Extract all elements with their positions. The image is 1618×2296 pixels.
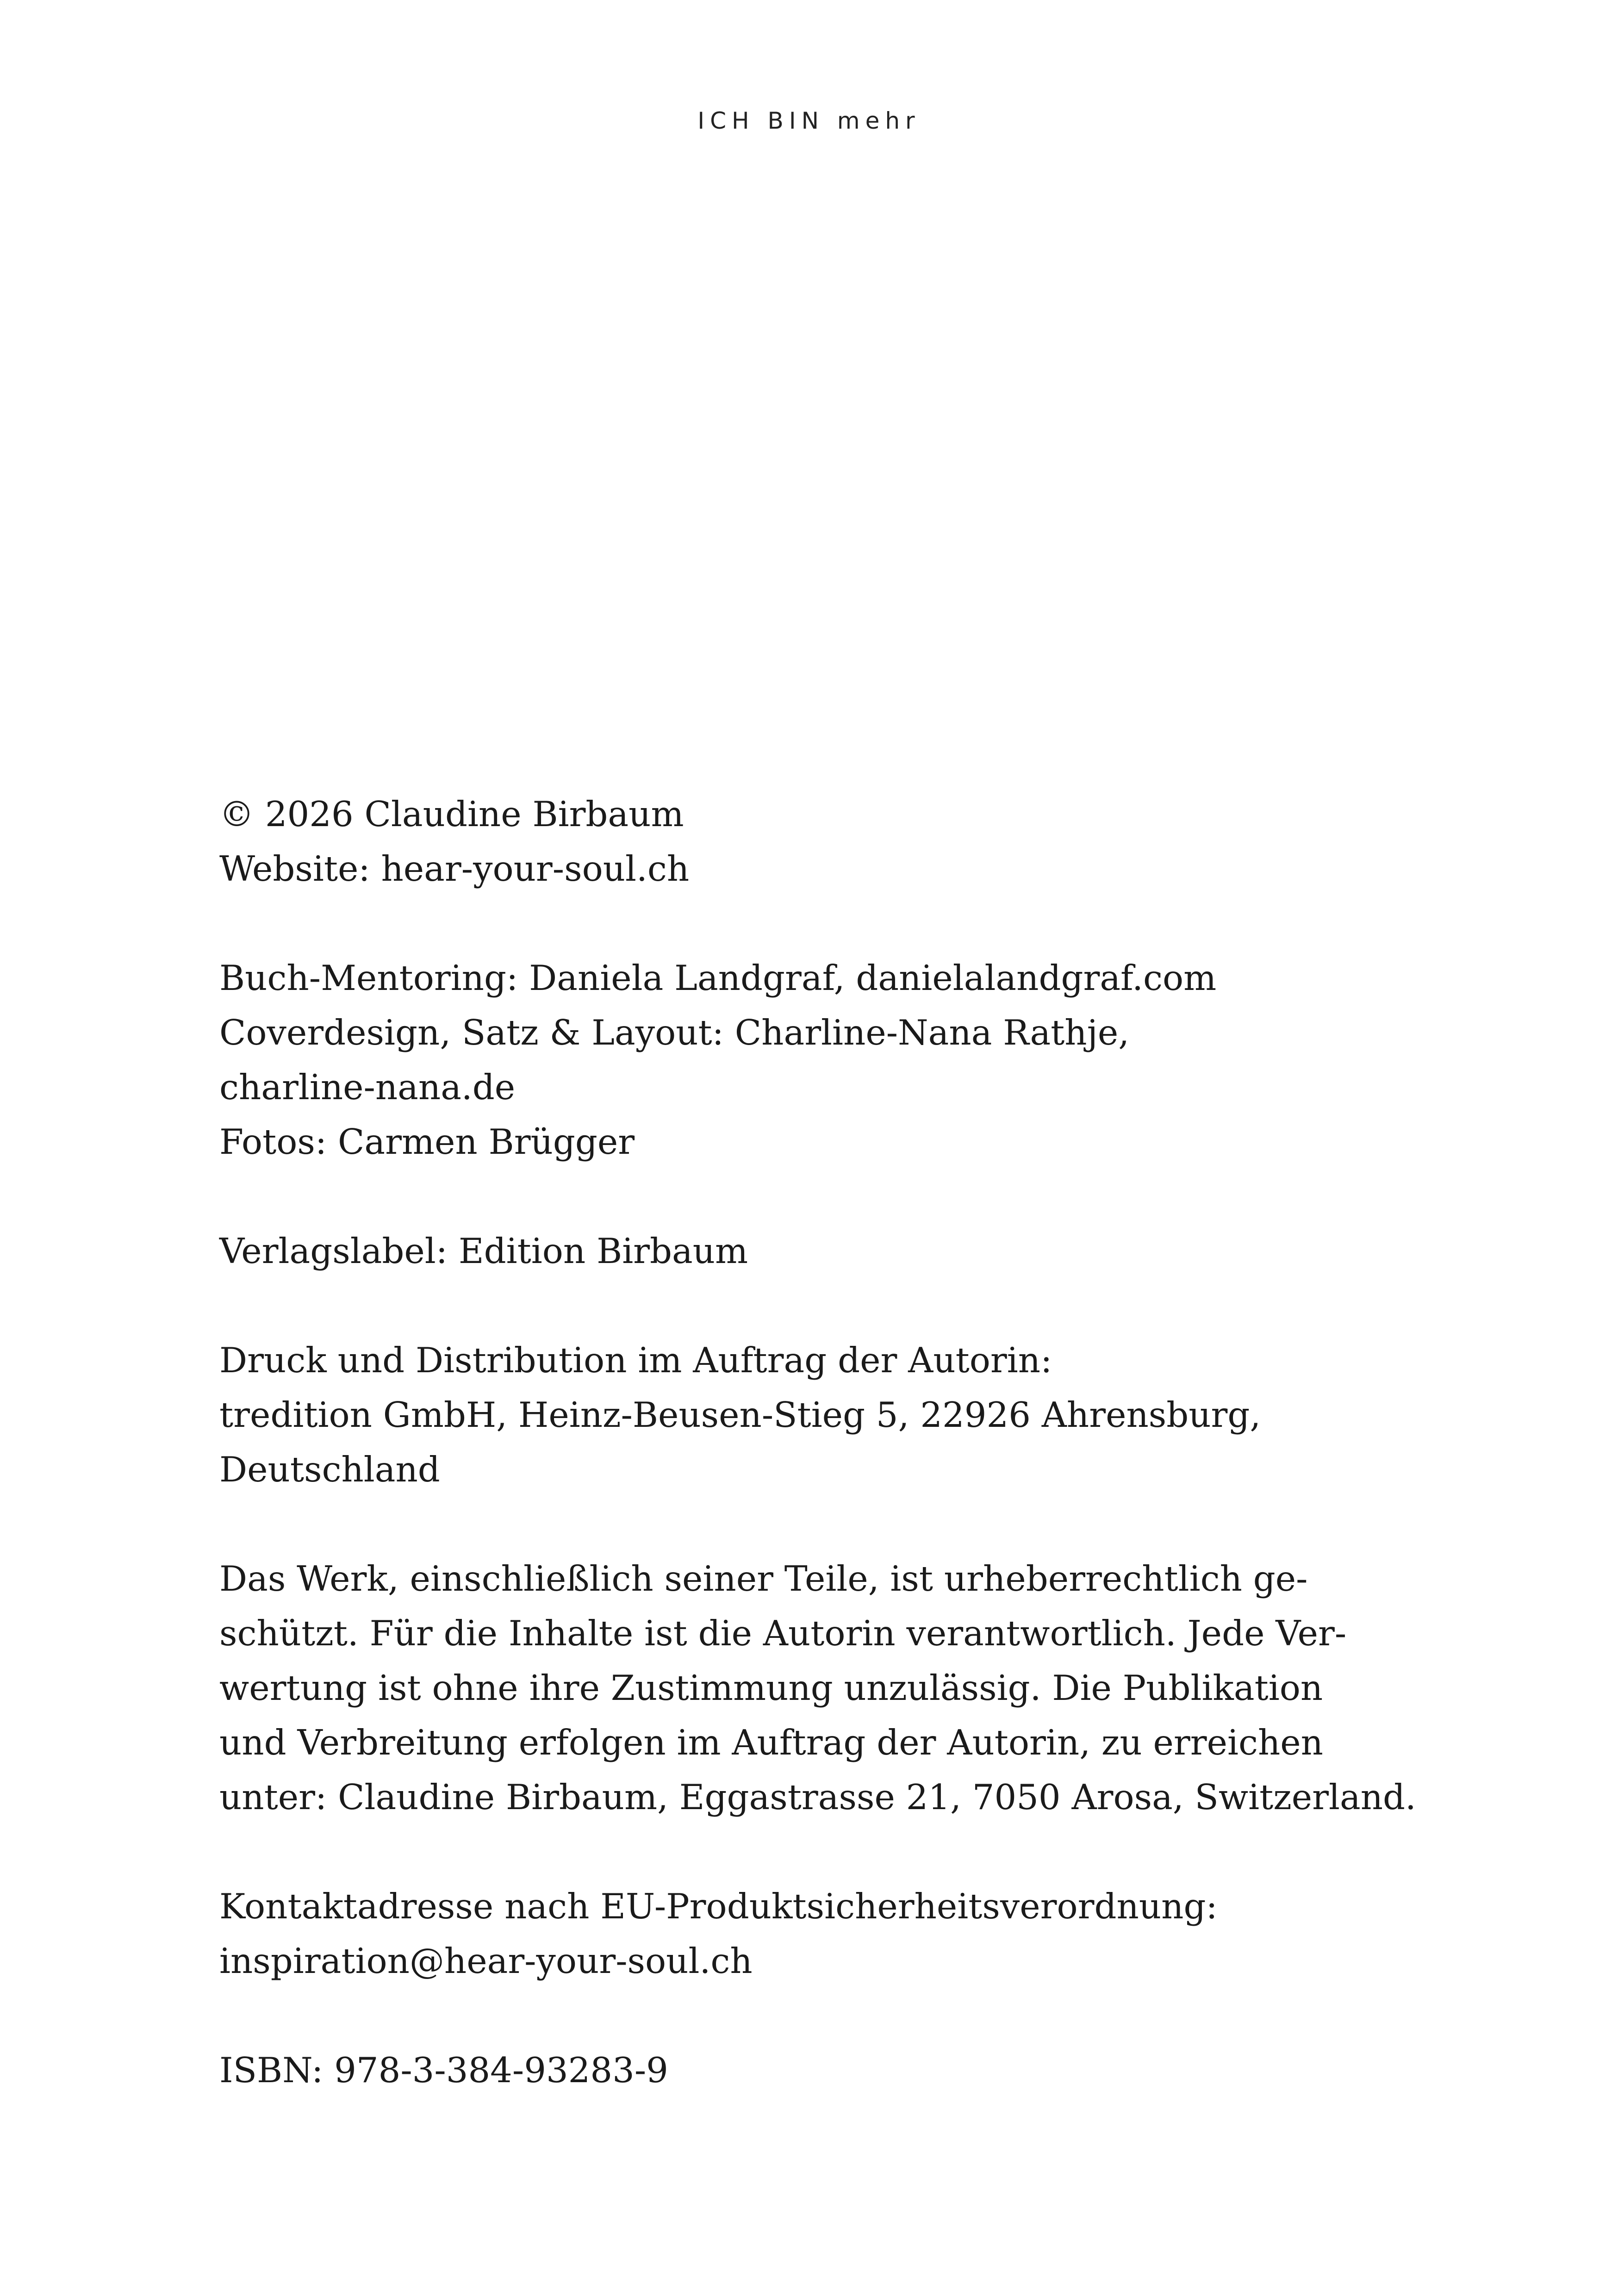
legal-notice-block [219,1551,1469,1824]
distribution-line: Deutschland [219,1449,440,1490]
legal-notice-line: schützt. Für die Inhalte ist die Autorin verantwortlich. Jede Ver- [219,1613,1347,1654]
credits-block [219,951,1469,1169]
photos-line: Fotos: Carmen Brügger [219,1121,635,1162]
label-block [219,1224,1469,1278]
contact-block [219,1879,1469,1988]
legal-notice-line: und Verbreitung erfolgen im Auftrag der Autorin, zu erreichen [219,1722,1323,1763]
imprint-text [219,787,1469,2152]
running-header-title: ICH BIN mehr [697,107,921,134]
website-line: Website: hear-your-soul.ch [219,848,690,889]
distribution-block [219,1333,1469,1497]
design-url-line: charline-nana.de [219,1067,516,1108]
legal-notice-line: Das Werk, einschließlich seiner Teile, ist urheberrechtlich ge- [219,1558,1308,1599]
copyright-block [219,787,1469,896]
contact-line: Kontaktadresse nach EU-Produktsicherheitsverordnung: [219,1886,1218,1927]
mentoring-line: Buch-Mentoring: Daniela Landgraf, danielalandgraf.com [219,958,1217,998]
legal-notice-line: wertung ist ohne ihre Zustimmung unzulässig. Die Publikation [219,1668,1323,1708]
distribution-line: Druck und Distribution im Auftrag der Autorin: [219,1340,1052,1381]
isbn-block [219,2043,1469,2097]
design-line: Coverdesign, Satz & Layout: Charline-Nana Rathje, [219,1012,1130,1053]
isbn-line: ISBN: 978-3-384-93283-9 [219,2050,668,2091]
contact-email-line: inspiration@hear-your-soul.ch [219,1941,753,1981]
distribution-line: tredition GmbH, Heinz-Beusen-Stieg 5, 22926 Ahrensburg, [219,1394,1261,1435]
legal-notice-line: unter: Claudine Birbaum, Eggastrasse 21, 7050 Arosa, Switzerland. [219,1777,1416,1817]
copyright-line: © 2026 Claudine Birbaum [219,794,684,834]
publisher-label-line: Verlagslabel: Edition Birbaum [219,1231,748,1271]
